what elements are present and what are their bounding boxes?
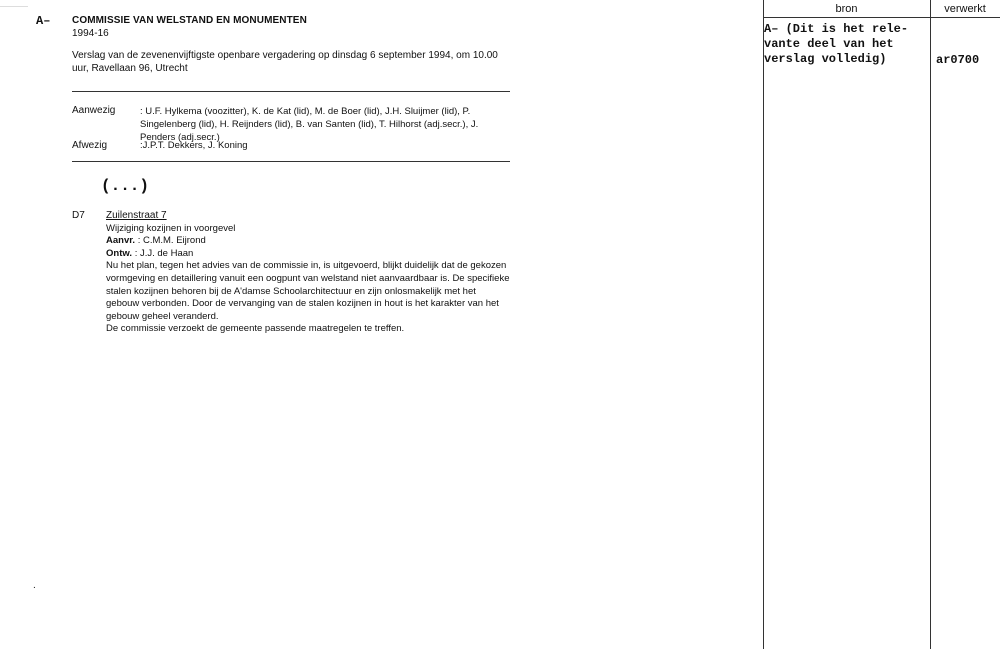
present-label: Aanwezig bbox=[72, 105, 116, 116]
source-note: A– (Dit is het rele- vante deel van het verslag volledig) bbox=[764, 22, 909, 66]
agenda-item bbox=[106, 210, 510, 336]
processed-reference: ar0700 bbox=[936, 53, 980, 67]
item-body: Nu het plan, tegen het advies van de commissie in, is uitgevoerd, blijkt duidelijk dat de gekozen vormgeving en detaillering vanuit een oogpunt van welstand niet aanvaardbaar is. De specifieke stalen kozijnen behoren bij de A'damse Schoolarchitectuur en zijn onlosmakelijk met het gebouw verbonden. Door de vervanging van de stalen kozijnen in hout is het karakter van het gebouw geheel veranderd. bbox=[106, 260, 510, 322]
divider-bottom bbox=[72, 161, 510, 162]
document-number: 1994-16 bbox=[72, 28, 109, 39]
item-conclusion: De commissie verzoekt de gemeente passende maatregelen te treffen. bbox=[106, 323, 405, 335]
item-code: D7 bbox=[72, 210, 85, 221]
designer-value: : J.J. de Haan bbox=[134, 247, 194, 259]
meeting-description: Verslag van de zevenenvijftigste openbare vergadering op dinsdag 6 september 1994, om 10.00 uur, Ravellaan 96, Utrecht bbox=[72, 50, 498, 74]
column-divider-left bbox=[763, 0, 764, 649]
margin-dot: . bbox=[33, 580, 36, 591]
section-marker: A– bbox=[36, 14, 51, 28]
omission-marker: (...) bbox=[101, 177, 150, 195]
absent-label: Afwezig bbox=[72, 140, 108, 151]
column-divider-right bbox=[930, 0, 931, 649]
divider-top bbox=[72, 91, 510, 92]
item-applicant bbox=[106, 235, 510, 248]
absent-list: :J.P.T. Dekkers, J. Koning bbox=[140, 140, 248, 151]
applicant-label: Aanvr. bbox=[106, 235, 136, 247]
source-column-header: bron bbox=[835, 3, 858, 15]
item-designer bbox=[106, 248, 510, 261]
designer-label: Ontw. bbox=[106, 247, 133, 259]
scan-mark bbox=[0, 6, 28, 7]
processed-column-header: verwerkt bbox=[944, 3, 986, 15]
present-list: : U.F. Hylkema (voozitter), K. de Kat (lid), M. de Boer (lid), J.H. Sluijmer (lid), P. Singelenberg (lid), H. Reijnders (lid), B. van Santen (lid), T. Hilhorst (adj.secr.), J. Penders (adj.secr.) bbox=[140, 106, 479, 143]
column-header-rule bbox=[763, 17, 1000, 18]
item-address: Zuilenstraat 7 bbox=[106, 210, 167, 221]
document-title: COMMISSIE VAN WELSTAND EN MONUMENTEN bbox=[72, 15, 307, 26]
item-subject: Wijziging kozijnen in voorgevel bbox=[106, 222, 236, 234]
applicant-value: : C.M.M. Eijrond bbox=[137, 235, 206, 247]
